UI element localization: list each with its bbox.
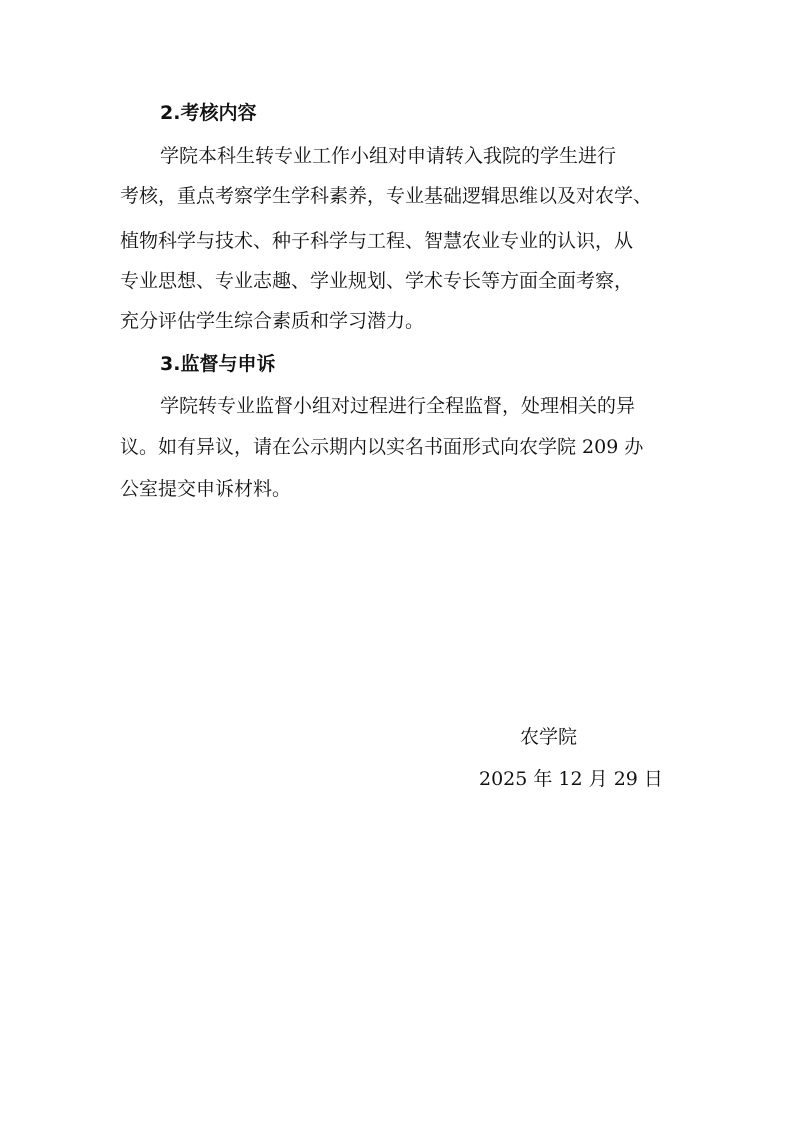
- paragraph-line: 学院转专业监督小组对过程进行全程监督，处理相关的异: [160, 395, 636, 417]
- paragraph-line: 考核，重点考察学生学科素养，专业基础逻辑思维以及对农学、: [120, 185, 653, 207]
- paragraph-line: 植物科学与技术、种子科学与工程、智慧农业专业的认识，从: [120, 230, 634, 252]
- paragraph-line: 议。如有异议，请在公示期内以实名书面形式向农学院 209 办: [120, 436, 644, 458]
- signature-organization: 农学院: [520, 726, 578, 748]
- section-heading-assessment: 2.考核内容: [160, 102, 257, 124]
- paragraph-line: 学院本科生转专业工作小组对申请转入我院的学生进行: [160, 145, 617, 167]
- signature-date: 2025 年 12 月 29 日: [479, 768, 663, 790]
- paragraph-line: 充分评估学生综合素质和学习潜力。: [120, 310, 425, 332]
- paragraph-line: 公室提交申诉材料。: [120, 478, 292, 500]
- paragraph-line: 专业思想、专业志趣、学业规划、学术专长等方面全面考察，: [120, 270, 634, 292]
- section-heading-supervision: 3.监督与申诉: [160, 353, 276, 375]
